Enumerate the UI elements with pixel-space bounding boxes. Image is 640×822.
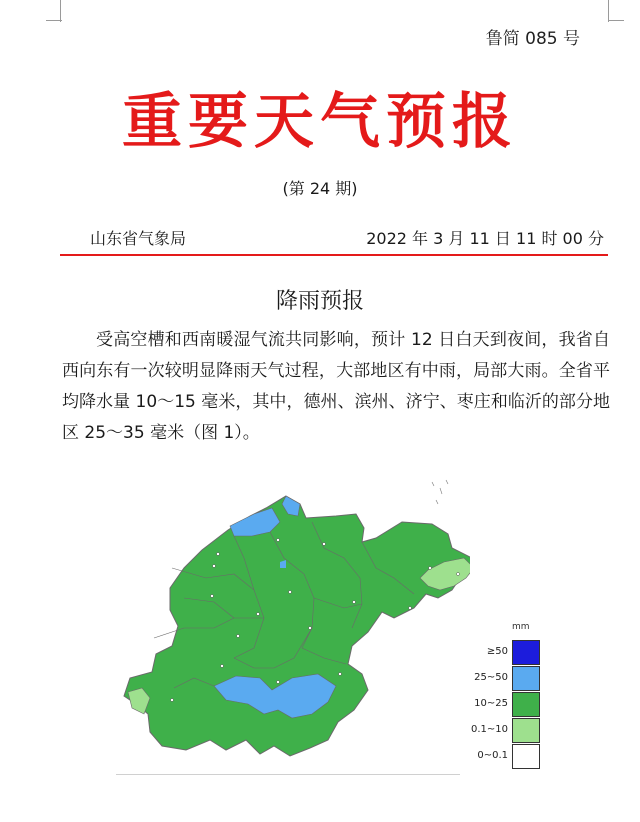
legend-swatch	[512, 640, 540, 665]
map-bottom-rule	[116, 774, 460, 775]
legend-swatch	[512, 718, 540, 743]
red-divider	[60, 254, 608, 256]
legend-label: 25~50	[474, 672, 508, 683]
legend-item	[468, 666, 548, 692]
legend-item	[468, 640, 548, 666]
legend-swatch	[512, 692, 540, 717]
legend-swatch	[512, 744, 540, 769]
precipitation-legend	[468, 622, 548, 770]
legend-label: ≥50	[486, 646, 508, 657]
section-title: 降雨预报	[275, 289, 364, 314]
issue-number: (第 24 期)	[282, 179, 358, 198]
legend-label: 10~25	[474, 698, 508, 709]
document-number: 鲁简 085 号	[485, 29, 580, 49]
legend-item	[468, 692, 548, 718]
precipitation-map	[114, 478, 470, 778]
legend-item	[468, 718, 548, 744]
legend-swatch	[512, 666, 540, 691]
legend-label: 0.1~10	[470, 724, 508, 735]
issuing-agency: 山东省气象局	[90, 229, 187, 248]
legend-item	[468, 744, 548, 770]
legend-label: 0~0.1	[477, 750, 508, 761]
forecast-paragraph: 受高空槽和西南暖湿气流共同影响，预计 12 日白天到夜间，我省自西向东有一次较明显降雨天气过程，大部地区有中雨，局部大雨。全省平均降水量 10～15 毫米，其中，德州、滨州、济宁、枣庄和临沂的部分地区 25～35 毫米（图 1）。	[62, 330, 610, 443]
legend-unit: mm	[512, 622, 530, 632]
issue-datetime: 2022 年 3 月 11 日 11 时 00 分	[366, 229, 604, 248]
page-title: 重要天气预报	[122, 87, 518, 157]
offshore-islands	[432, 480, 448, 504]
